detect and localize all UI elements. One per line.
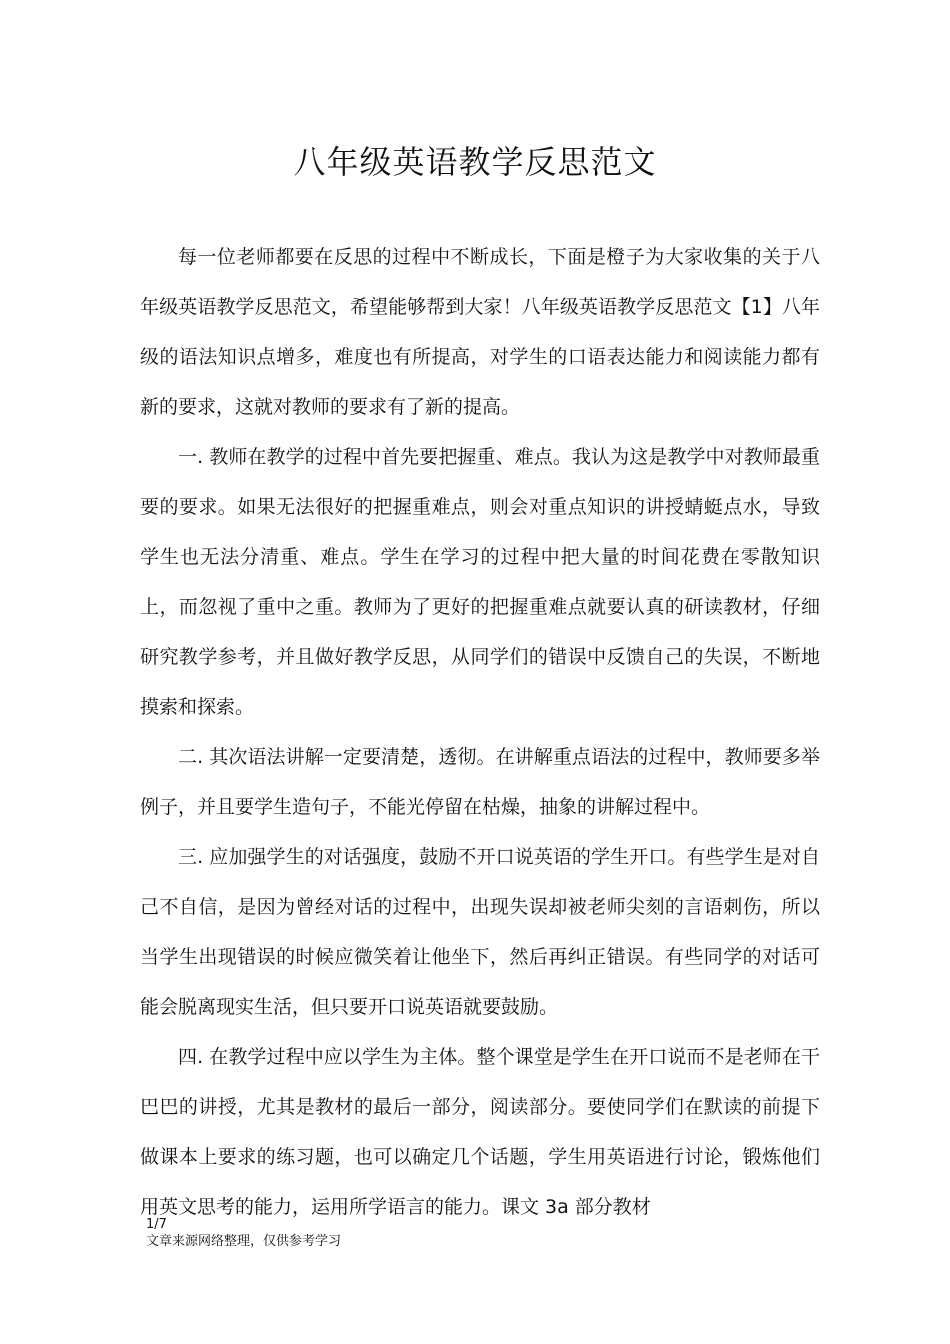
paragraph-point-1: 一. 教师在教学的过程中首先要把握重、难点。我认为这是教学中对教师最重要的要求。如果无法很好的把握重难点，则会对重点知识的讲授蜻蜓点水，导致学生也无法分清重、难点。学生在学习的过程中把大量的时间花费在零散知识上，而忽视了重中之重。教师为了更好的把握重难点就要认真的研读教材，仔细研究教学参考，并且做好教学反思，从同学们的错误中反馈自己的失误，不断地摸索和探索。 [140, 446, 820, 718]
paragraph-point-4: 四. 在教学过程中应以学生为主体。整个课堂是学生在开口说而不是老师在干巴巴的讲授，尤其是教材的最后一部分，阅读部分。要使同学们在默读的前提下做课本上要求的练习题，也可以确定几个话题，学生用英语进行讨论，锻炼他们用英文思考的能力，运用所学语言的能力。课文 3a 部分教材 [140, 1046, 820, 1218]
page-title: 八年级英语教学反思范文 [293, 143, 657, 181]
document-body [140, 232, 820, 1232]
source-note: 文章来源网络整理，仅供参考学习 [146, 1234, 342, 1249]
page-footer [146, 1216, 341, 1250]
page-number: 1/7 [146, 1217, 167, 1232]
paragraph-point-2: 二. 其次语法讲解一定要清楚，透彻。在讲解重点语法的过程中，教师要多举例子，并且要学生造句子，不能光停留在枯燥，抽象的讲解过程中。 [140, 746, 820, 818]
paragraph-intro: 每一位老师都要在反思的过程中不断成长，下面是橙子为大家收集的关于八年级英语教学反思范文，希望能够帮到大家！八年级英语教学反思范文【1】八年级的语法知识点增多，难度也有所提高，对学生的口语表达能力和阅读能力都有新的要求，这就对教师的要求有了新的提高。 [140, 246, 820, 418]
paragraph-point-3: 三. 应加强学生的对话强度，鼓励不开口说英语的学生开口。有些学生是对自己不自信，是因为曾经对话的过程中，出现失误却被老师尖刻的言语刺伤，所以当学生出现错误的时候应微笑着让他坐下，然后再纠正错误。有些同学的对话可能会脱离现实生活，但只要开口说英语就要鼓励。 [140, 846, 820, 1018]
